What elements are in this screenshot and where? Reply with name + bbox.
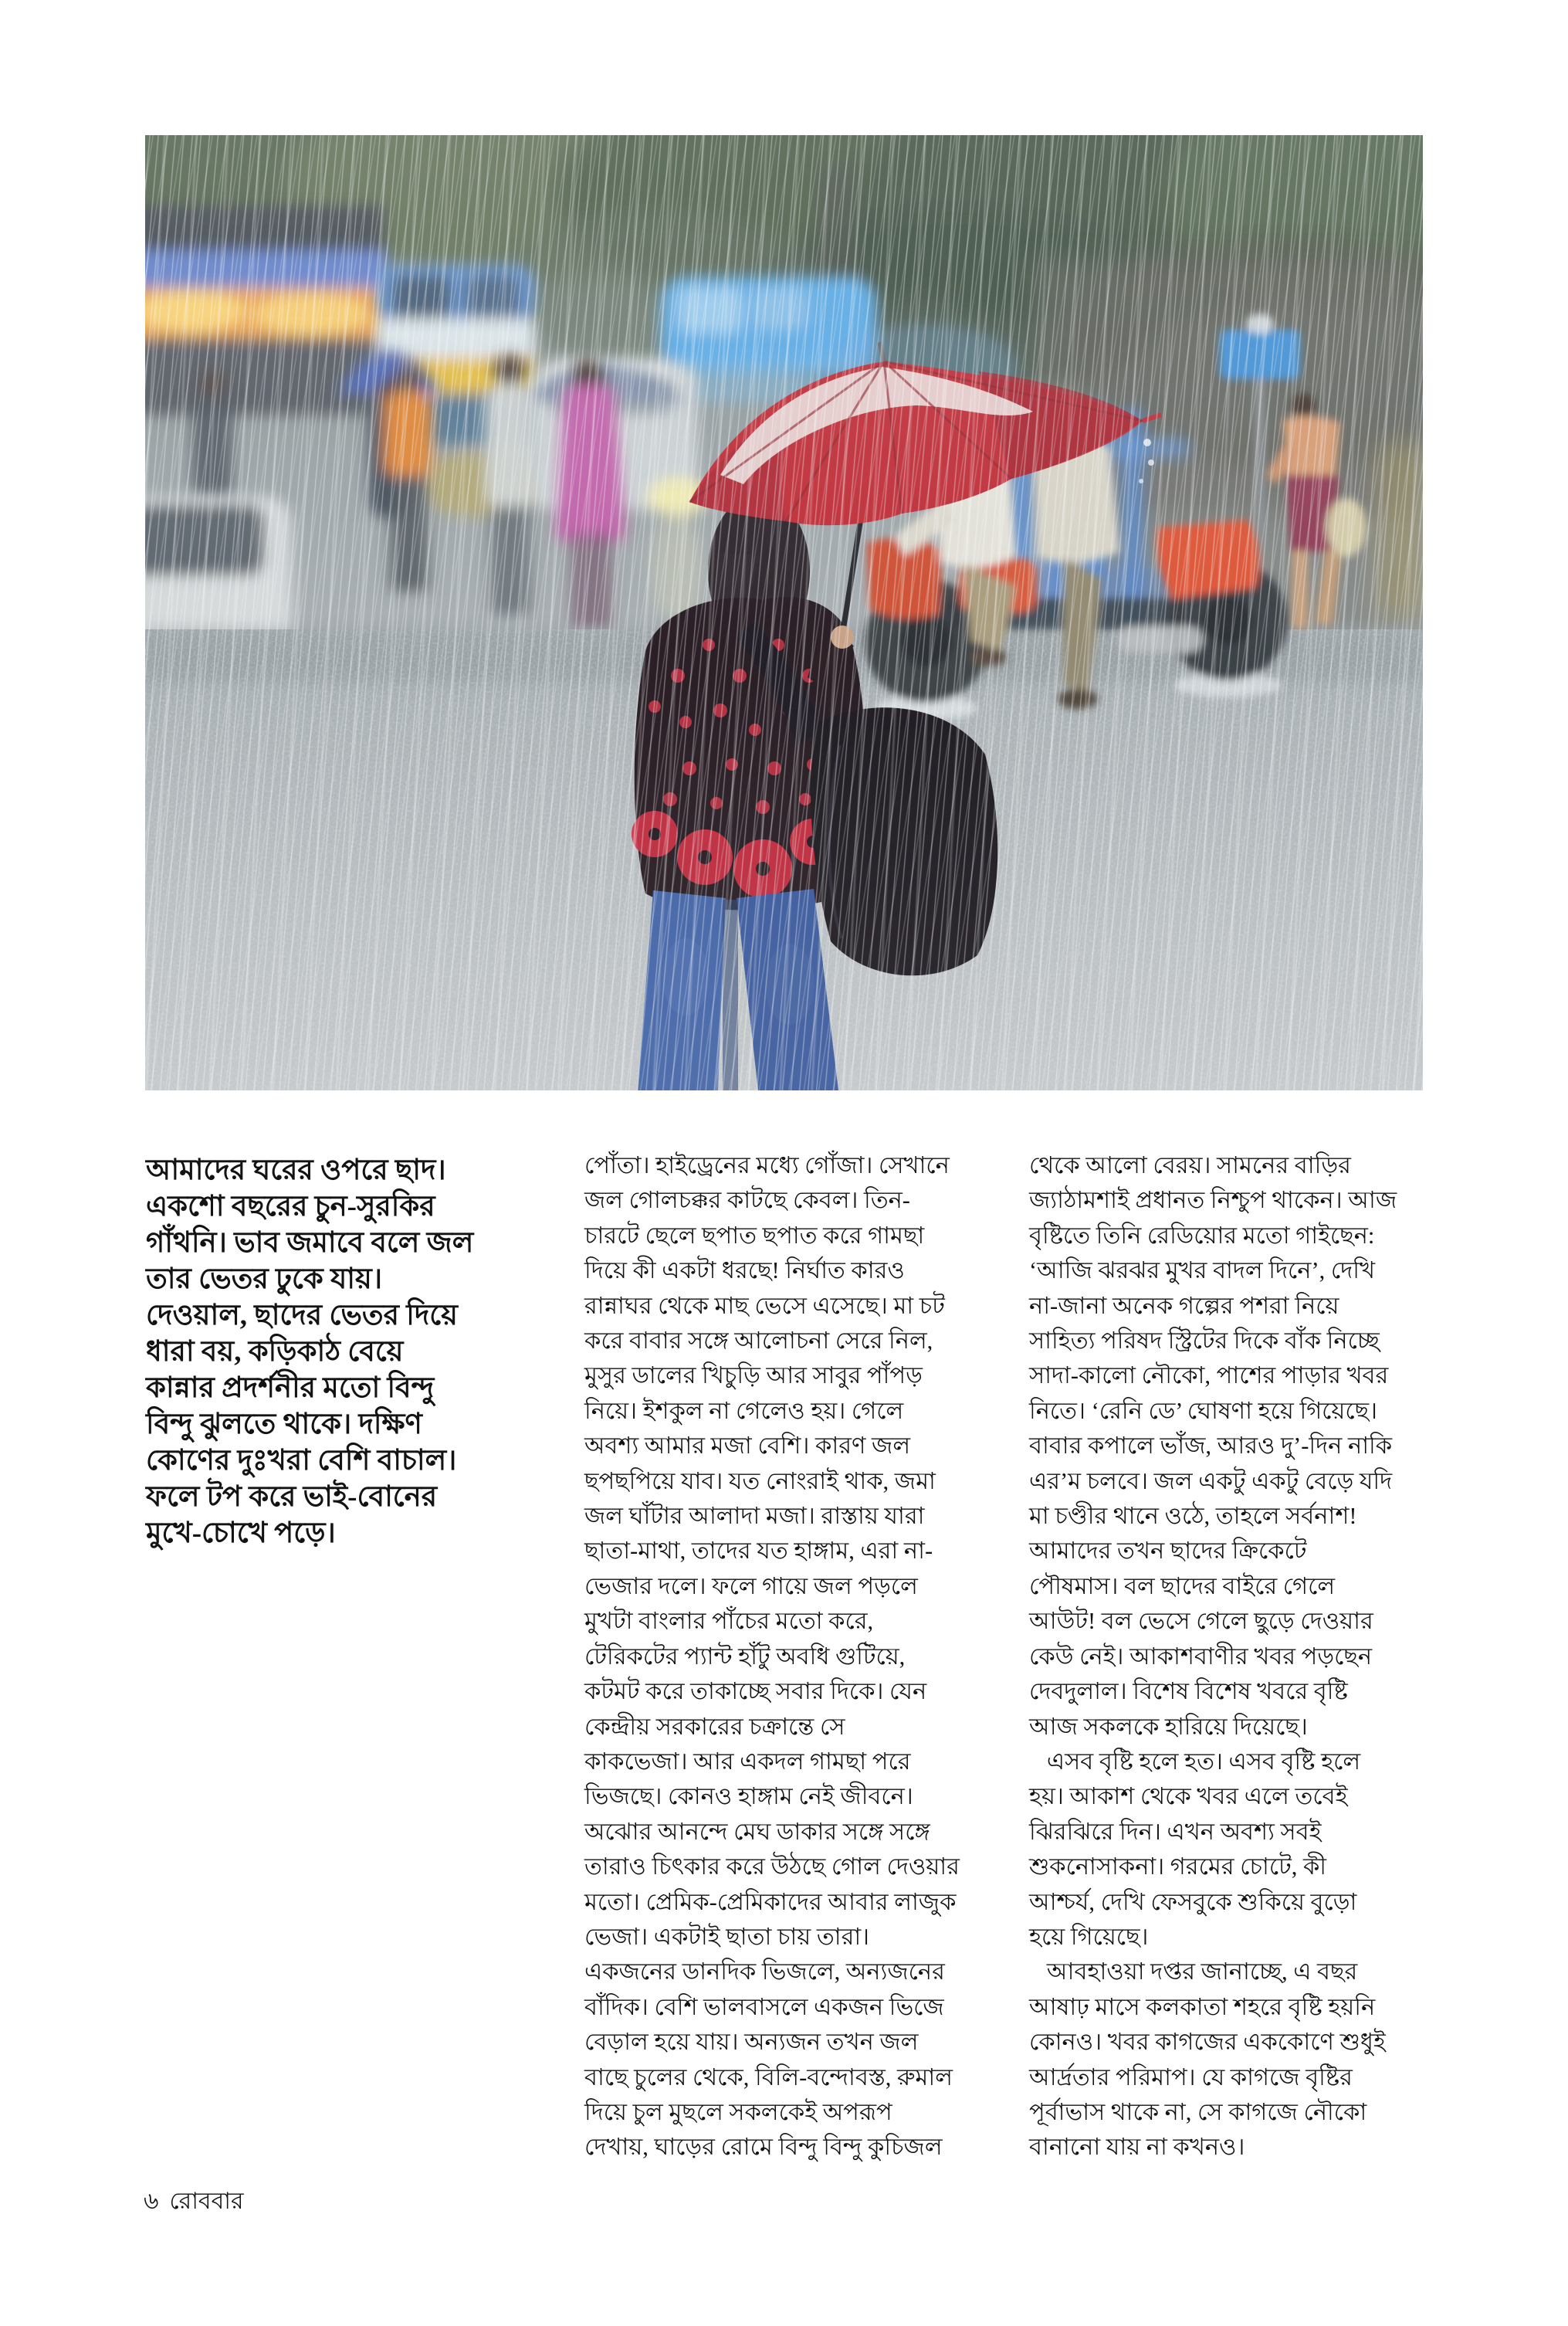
text-line: দেখায়, ঘাড়ের রোমে বিন্দু বিন্দু কুচিজল — [584, 2134, 943, 2161]
text-line: থেকে আলো বেরয়। সামনের বাড়ির — [1029, 1152, 1351, 1178]
text-line: ‘আজি ঝরঝর মুখর বাদল দিনে’, দেখি — [1029, 1257, 1376, 1284]
text-line: বিন্দু ঝুলতে থাকে। দক্ষিণ — [146, 1409, 422, 1440]
text-line: সাহিত্য পরিষদ স্ট্রিটের দিকে বাঁক নিচ্ছে — [1029, 1327, 1380, 1355]
text-line: মুখে-চোখে পড়ে। — [146, 1517, 336, 1549]
text-line: আশ্চর্য, দেখি ফেসবুকে শুকিয়ে বুড়ো — [1029, 1888, 1357, 1915]
text-line: কেন্দ্রীয় সরকারের চক্রান্তে সে — [584, 1713, 845, 1740]
text-line: নিতে। ‘রেনি ডে’ ঘোষণা হয়ে গিয়েছে। — [1029, 1397, 1378, 1424]
text-line: সাদা-কালো নৌকো, পাশের পাড়ার খবর — [1029, 1362, 1389, 1389]
text-line: আমাদের তখন ছাদের ক্রিকেটে — [1029, 1538, 1307, 1565]
text-line: মা চণ্ডীর থানে ওঠে, তাহলে সর্বনাশ! — [1029, 1503, 1357, 1530]
text-line: অবশ্য আমার মজা বেশি। কারণ জল — [584, 1433, 911, 1460]
hand — [831, 626, 854, 649]
rain-street-photo — [145, 135, 1423, 1090]
text-line: ভেজার দলে। ফলে গায়ে জল পড়লে — [584, 1572, 918, 1599]
text-line: নিয়ে। ইশকুল না গেলেও হয়। গেলে — [584, 1397, 904, 1424]
text-line: জল গোলচক্কর কাটছে কেবল। তিন- — [584, 1187, 910, 1214]
text-line: না-জানা অনেক গল্পের পশরা নিয়ে — [1029, 1292, 1339, 1319]
article-column-2 — [584, 1148, 1040, 2165]
page-footer — [144, 2182, 255, 2222]
text-line: এসব বৃষ্টি হলে হত। এসব বৃষ্টি হলে — [1029, 1748, 1361, 1775]
text-line: বৃষ্টিতে তিনি রেডিয়োর মতো গাইছেন: — [1029, 1222, 1375, 1249]
text-line: দেবদুলাল। বিশেষ বিশেষ খবরে বৃষ্টি — [1029, 1678, 1348, 1705]
text-line: বেড়াল হয়ে যায়। অন্যজন তখন জল — [584, 2029, 919, 2056]
text-line: পোঁতা। হাইড্রেনের মধ্যে গোঁজা। সেখানে — [584, 1152, 950, 1178]
text-line: আউট! বল ভেসে গেলে ছুড়ে দেওয়ার — [1029, 1608, 1373, 1635]
text-line: একজনের ডানদিক ভিজলে, অন্যজনের — [584, 1958, 945, 1985]
text-line: তার ভেতর ঢুকে যায়। — [146, 1263, 383, 1295]
text-line: ছাতা-মাথা, তাদের যত হাঙ্গাম, এরা না- — [584, 1538, 933, 1565]
text-line: গাঁথনি। ভাব জমাবে বলে জল — [146, 1227, 474, 1259]
text-line: দেওয়াল, ছাদের ভেতর দিয়ে — [146, 1300, 458, 1331]
text-line: পৌষমাস। বল ছাদের বাইরে গেলে — [1029, 1572, 1336, 1599]
text-line: দিয়ে চুল মুছলে সকলকেই অপরূপ — [584, 2098, 892, 2125]
section-name: রোববার — [169, 2189, 244, 2214]
text-line: জ্যাঠামশাই প্রধানত নিশ্চুপ থাকেন। আজ — [1029, 1187, 1397, 1214]
text-line: কটমট করে তাকাচ্ছে সবার দিকে। যেন — [584, 1678, 927, 1705]
text-line: ছপছপিয়ে যাব। যত নোংরাই থাক, জমা — [584, 1467, 936, 1494]
text-line: ভিজছে। কোনও হাঙ্গাম নেই জীবনে। — [584, 1783, 913, 1810]
text-line: দিয়ে কী একটা ধরছে! নির্ঘাত কারও — [584, 1257, 905, 1284]
text-line: কোনও। খবর কাগজের এককোণে শুধুই — [1029, 2029, 1386, 2056]
carry-bag — [1326, 498, 1366, 557]
article-column-3 — [1029, 1148, 1485, 2165]
text-line: আবহাওয়া দপ্তর জানাচ্ছে, এ বছর — [1029, 1958, 1358, 1985]
text-line: মুখটা বাংলার পাঁচের মতো করে, — [584, 1608, 874, 1635]
pink-sari-pedestrian — [556, 385, 625, 544]
text-line: আর্দ্রতার পরিমাপ। যে কাগজে বৃষ্টির — [1029, 2063, 1353, 2090]
text-line: চারটে ছেলে ছপাত ছপাত করে গামছা — [584, 1222, 925, 1249]
text-line: আমাদের ঘরের ওপরে ছাদ। — [146, 1155, 446, 1186]
text-line: মতো। প্রেমিক-প্রেমিকাদের আবার লাজুক — [584, 1888, 957, 1915]
orange-vest-pedestrian — [384, 392, 432, 478]
text-line: কাকভেজা। আর একদল গামছা পরে — [584, 1748, 911, 1775]
text-line: আষাঢ় মাসে কলকাতা শহরে বৃষ্টি হয়নি — [1029, 1993, 1376, 2020]
text-line: আজ সকলকে হারিয়ে দিয়েছে। — [1029, 1713, 1308, 1740]
text-line: করে বাবার সঙ্গে আলোচনা সেরে নিল, — [584, 1327, 933, 1355]
text-line: এর’ম চলবে। জল একটু একটু বেড়ে যদি — [1029, 1467, 1393, 1494]
text-line: রান্নাঘর থেকে মাছ ভেসে এসেছে। মা চট — [584, 1292, 945, 1319]
text-line: কেউ নেই। আকাশবাণীর খবর পড়ছেন — [1029, 1643, 1373, 1670]
text-line: মুসুর ডালের খিচুড়ি আর সাবুর পাঁপড় — [584, 1362, 923, 1389]
text-line: টেরিকটের প্যান্ট হাঁটু অবধি গুটিয়ে, — [584, 1643, 906, 1670]
page-number: ৬ — [144, 2189, 159, 2214]
rain-street-scene — [145, 135, 1423, 1090]
text-line: বাঁদিক। বেশি ভালবাসলে একজন ভিজে — [584, 1993, 944, 2020]
text-line: হয়। আকাশ থেকে খবর এলে তবেই — [1029, 1783, 1348, 1810]
text-line: ধারা বয়, কড়িকাঠ বেয়ে — [146, 1336, 404, 1368]
article-intro-column — [146, 1152, 609, 1551]
text-line: কান্নার প্রদর্শনীর মতো বিন্দু — [146, 1372, 435, 1404]
text-line: জল ঘাঁটার আলাদা মজা। রাস্তায় যারা — [584, 1503, 925, 1530]
text-line: শুকনোসাকনা। গরমের চোটে, কী — [1029, 1853, 1327, 1880]
text-line: বানানো যায় না কখনও। — [1029, 2134, 1245, 2161]
text-line: ফলে টপ করে ভাই-বোনের — [146, 1481, 438, 1513]
text-line: বাবার কপালে ভাঁজ, আরও দু’-দিন নাকি — [1029, 1433, 1393, 1460]
text-line: তারাও চিৎকার করে উঠছে গোল দেওয়ার — [584, 1853, 960, 1880]
text-line: ভেজা। একটাই ছাতা চায় তারা। — [584, 1923, 870, 1950]
text-line: পূর্বাভাস থাকে না, সে কাগজে নৌকো — [1029, 2098, 1367, 2125]
text-line: কোণের দুঃখরা বেশি বাচাল। — [146, 1445, 457, 1477]
text-line: হয়ে গিয়েছে। — [1029, 1923, 1149, 1950]
text-line: বাছে চুলের থেকে, বিলি-বন্দোবস্ত, রুমাল — [584, 2063, 953, 2090]
text-line: ঝিরঝিরে দিন। এখন অবশ্য সবই — [1029, 1818, 1322, 1845]
text-line: অঝোর আনন্দে মেঘ ডাকার সঙ্গে সঙ্গে — [584, 1818, 930, 1845]
text-line: একশো বছরের চুন-সুরকির — [146, 1191, 435, 1222]
